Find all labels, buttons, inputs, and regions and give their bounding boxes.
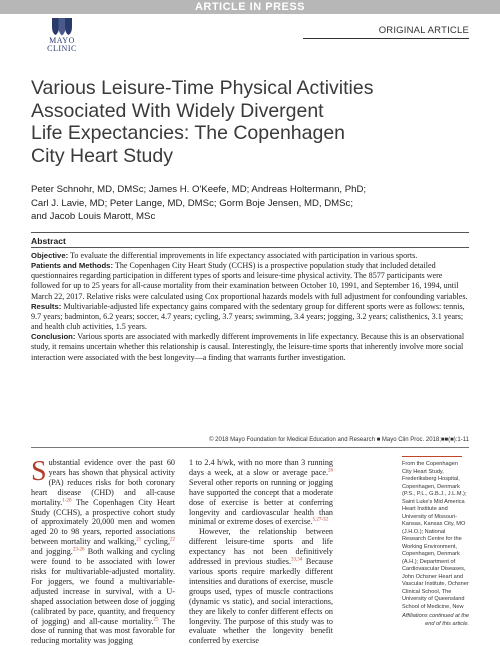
body-text: cycling, — [141, 537, 170, 547]
affiliations-note: Affiliations continued at the end of this article. — [402, 613, 469, 627]
abstract-conclusion — [31, 332, 471, 362]
body-text: Several other reports on running or jogging have supported the concept that a moderate dose of exercise is better at conferring longevity and cardiovascular health than minimal or extreme doses of exercise. — [189, 477, 333, 527]
results-text: Multivariable-adjusted life expectancy gains compared with the sedentary group for different sports were as follows: tennis, 9.7 years; badminton, 6.2 years; soccer, 4.7 years; cycling, 3.7 years; swimming, 3.4 years; jogging, 3.2 years; calisthenics, 3.1 years; and health club activities, 1.5 years. — [31, 301, 465, 332]
body-text: Both walking and cycling were found to be associated with lower risks for multivariable-adjusted mortality. For joggers, we found a multivariable-adjusted increase in survival, with a U-shaped association between dose of jogging (calibrated by pace, quantity, and frequency of jogging) and all-cause mortality. — [31, 547, 175, 626]
methods-text: The Copenhagen City Heart Study (CCHS) is a prospective population study that included detailed questionnaires regarding participation in different types of sports and leisure-time physical activity. The 8577 participants were followed for up to 25 years for all-cause mortality from their examination between October 10, 1991, and September 16, 1994, until March 22, 2017. Relative risks were calculated using Cox proportional hazards models with full adjustment for confounding variables. — [31, 261, 468, 301]
abstract-heading: Abstract — [31, 236, 66, 246]
abstract-top-rule — [31, 232, 469, 233]
body-text: and jogging. — [31, 547, 73, 557]
author-line: Peter Schnohr, MD, DMSc; James H. O'Keefe, MD; Andreas Holtermann, PhD; — [31, 184, 367, 195]
citation-ref[interactable]: 23-26 — [72, 547, 85, 553]
sidebar-rule — [402, 456, 462, 457]
title-line: Life Expectancies: The Copenhagen — [31, 122, 346, 144]
title-line: Associated With Widely Divergent — [31, 99, 324, 122]
body-text: 1 to 2.4 h/wk, with no more than 3 running days a week, at a slow or average pace. — [189, 458, 333, 477]
body-paragraph — [189, 458, 333, 527]
citation-ref[interactable]: 25 — [153, 616, 159, 622]
mayo-clinic-logo — [42, 17, 82, 53]
title-line: Various Leisure-Time Physical Activities — [31, 77, 374, 99]
abstract-methods — [31, 261, 471, 301]
body-text: However, the relationship between different leisure-time sports and life expectancy has not been definitively addressed in previous studies. — [189, 527, 333, 567]
author-line: Carl J. Lavie, MD; Peter Lange, MD, DMSc; Gorm Boje Jensen, MD, DMSc; — [31, 197, 354, 209]
citation-ref[interactable]: 1-20 — [62, 497, 72, 503]
methods-label: Patients and Methods: — [31, 261, 114, 271]
header-divider — [303, 38, 469, 39]
logo-line-clinic: CLINIC — [47, 44, 77, 53]
author-list — [31, 183, 471, 224]
abstract-objective — [31, 251, 471, 261]
abstract-body — [31, 251, 471, 363]
copyright-line: © 2018 Mayo Foundation for Medical Education and Research ■ Mayo Clin Proc. 2018;■■(■):1-11 — [209, 437, 469, 443]
citation-ref[interactable]: 33,34 — [290, 557, 303, 563]
body-paragraph — [31, 458, 175, 646]
affiliations-sidebar — [402, 456, 469, 628]
body-column-2 — [189, 458, 333, 646]
section-label: ORIGINAL ARTICLE — [378, 25, 469, 36]
objective-label: Objective: — [31, 251, 69, 260]
body-text: ubstantial evidence over the past 60 years has shown that physical activity (PA) reduces risks for both coronary heart disease (CHD) and all-cause mortality. — [31, 458, 175, 507]
affiliations-text: From the Copenhagen City Heart Study, Frederiksberg Hospital, Copenhagen, Denmark (P.S., P.L., G.B.J., J.L.M.); Saint Luke's Mid America Heart Institute and University of Missouri-Kansas, Kansas City, MO (J.H.O.); National Research Centre for the Working Environment, Copenhagen, Denmark (A.H.); Department of Cardiovascular Diseases, John Ochsner Heart and Vascular Institute, Ochsner Clinical School, The University of Queensland School of Medicine, New — [402, 461, 469, 610]
drop-cap: S — [31, 456, 47, 487]
mayo-shields-icon — [51, 17, 73, 37]
author-line: and Jacob Louis Marott, MSc — [31, 211, 156, 222]
citation-ref[interactable]: 5,27-32 — [312, 517, 329, 523]
results-label: Results: — [31, 301, 62, 311]
body-text: Because various sports require markedly different intensities and durations of exercise, muscle groups used, types of muscle contractions (dynamic vs static), and social interactions, they are likely to confer different effects on longevity. The purpose of this study was to evaluate whether the longevity benefit conferred by exercise — [189, 557, 333, 646]
abstract-results — [31, 302, 471, 332]
citation-ref[interactable]: 26 — [328, 468, 333, 474]
conclusion-label: Conclusion: — [31, 332, 76, 342]
article-in-press-banner: ARTICLE IN PRESS — [0, 0, 500, 14]
abstract-heading-rule — [31, 247, 469, 248]
body-text: The Copenhagen City Heart Study (CCHS), a prospective cohort study of approximately 20,000 men and women aged 20 to 98 years, reported associations between mortality and walking, — [31, 497, 175, 547]
citation-ref[interactable]: 21 — [136, 537, 142, 543]
article-title — [31, 77, 471, 167]
logo-line-mayo: MAYO — [49, 36, 75, 45]
conclusion-text: Various sports are associated with markedly different improvements in life expectancy. Because this is an observational study, it remains uncertain whether this relationship is causal. Interestingly, the leisure-time sports that inherently involve more social interaction were associated with the best longevity—a finding that warrants further investigation. — [31, 332, 465, 362]
title-line: City Heart Study — [31, 144, 173, 167]
body-text: The dose of running that was most favorable for reducing mortality was jogging — [31, 616, 175, 646]
body-column-1 — [31, 458, 175, 646]
citation-ref[interactable]: 22 — [170, 537, 175, 543]
objective-text: To evaluate the differential improvements in life expectancy associated with participation in various sports. — [68, 251, 418, 260]
copyright-rule — [31, 447, 469, 448]
body-paragraph — [189, 527, 333, 646]
